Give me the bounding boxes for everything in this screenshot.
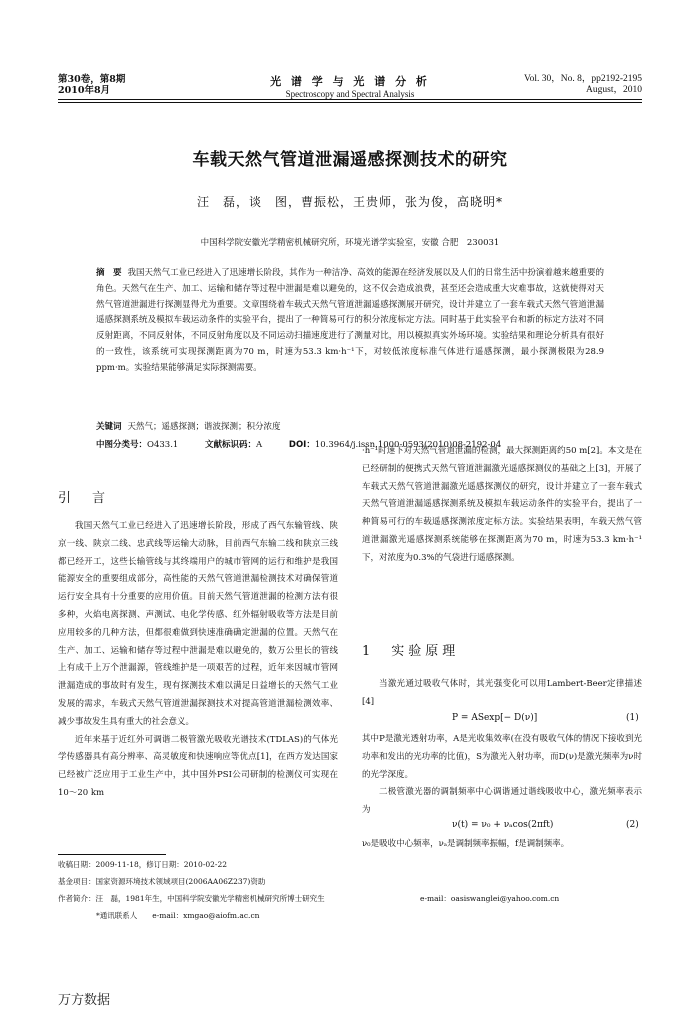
footnote-author: 作者简介：汪 磊，1981年生，中国科学院安徽光学精密机械研究所博士研究生	[58, 894, 325, 903]
equation-2-number: (2)	[626, 820, 639, 830]
affiliation: 中国科学院安徽光学精密机械研究所，环境光谱学实验室，安徽 合肥 230031	[200, 238, 500, 248]
section-1-heading: 1 实验原理	[362, 644, 460, 659]
journal-date-en: August，2010	[586, 85, 642, 95]
header-rule	[58, 99, 642, 100]
journal-name-cn: 光 谱 学 与 光 谱 分 析	[270, 75, 430, 88]
paper-title: 车载天然气管道泄漏遥感探测技术的研究	[192, 150, 508, 170]
footnote-fund: 基金项目：国家资源环境技术领域项目(2006AA06Z237)资助	[58, 877, 266, 886]
keywords-label: 关键词	[96, 422, 122, 432]
footnote-corresponding: *通讯联系人 e-mail：xmgao@aiofm.ac.cn	[96, 911, 260, 920]
lambert-beer-text: 当激光通过吸收气体时，其光强变化可以用Lambert-Beer定律描述[4]	[362, 679, 642, 707]
footnote-rule	[58, 854, 166, 855]
author-list: 汪 磊，谈 图，曹振松，王贵师，张为俊，高晓明*	[196, 195, 503, 209]
equation-1-explanation: 其中P是激光透射功率，A是光收集效率(在没有吸收气体的情况下接收到光功率和发出的光功率的比值)，S为激光入射功率，而D(ν)是激光频率为ν时的光学深度。	[362, 734, 642, 780]
footnote-received: 收稿日期：2009-11-18，修订日期：2010-02-22	[58, 860, 227, 869]
watermark: 万方数据	[58, 993, 111, 1008]
journal-pages: Vol. 30，No. 8，pp2192-2195	[523, 74, 642, 84]
equation-1-number: (1)	[626, 713, 639, 723]
clc-value: O433.1	[147, 440, 179, 450]
journal-name-en: Spectroscopy and Spectral Analysis	[285, 89, 415, 99]
equation-1: P = ASexp[− D(ν)]	[452, 713, 538, 723]
intro-continuation: ·h⁻¹时速下对天然气管道泄漏的检测，最大探测距离约50 m[2]。本文是在已经研制的便携式天然气管道泄漏激光遥感探测仪的基础之上[3]，开展了车载式天然气管道泄漏激光遥感探测仪的研究，设计并建立了一套车载式天然气管道泄漏遥感探测系统及模拟车载运动条件的实验平台，提出了一种简易可行的车载遥感探测浓度定标方法。实验结果表明，车载天然气管道泄漏激光遥感探测系统能够在探测距离为70 m，时速为53.3 km·h⁻¹下，对浓度为0.3%的气袋进行遥感探测。	[362, 446, 642, 563]
journal-name	[210, 73, 490, 99]
header-rule-thin	[58, 102, 642, 103]
clc-label: 中图分类号：	[96, 440, 148, 450]
intro-paragraph-1: 我国天然气工业已经进入了迅速增长阶段，形成了西气东输管线、陕京一线、陕京二线、忠武线等运输大动脉，目前西气东输二线和陕京三线都已经开工，这些长输管线与其终端用户的城市管网的运行和维护是我国能源安全的重要组成部分，高性能的天然气管道泄漏检测技术对确保管道运行安全具有十分重要的应用价值。目前天然气管道泄漏的检测方法有很多种，火焰电离探测、声测试、电化学传感、红外辐射吸收等方法是目前应用较多的几种方法，但都很难做到快速准确确定泄漏的位置。天然气在生产、加工、运输和储存等过程中泄漏是难以避免的，数万公里长的管线上有成千上万个泄漏源，管线维护是一项艰苦的过程，近年来因城市管网泄漏造成的事故时有发生，现有探测技术难以满足日益增长的天然气工业发展的需求，车载式天然气管道泄漏探测技术对提高管道泄漏检测效率、减少事故发生具有重大的社会意义。	[58, 521, 338, 727]
doi-label: DOI：	[288, 440, 315, 450]
section-1-para-1	[362, 676, 642, 712]
doi-value: 10.3964/j.issn.1000-0593(2010)08-2192-04	[314, 440, 502, 450]
journal-issue	[58, 74, 125, 96]
equation-2: ν(t) = ν₀ + νₐcos(2πft)	[452, 820, 554, 830]
abstract	[96, 266, 604, 377]
section-1-para-2	[362, 731, 642, 820]
equation-2-explanation: ν₀是吸收中心频率，νₐ是调制频率振幅，f是调制频率。	[362, 839, 570, 849]
abstract-label: 摘 要	[96, 268, 122, 278]
journal-volume: 第30卷，第8期	[58, 74, 126, 85]
left-column	[58, 518, 338, 803]
doc-code-value: A	[256, 440, 263, 450]
intro-paragraph-2: 近年来基于近红外可调谐二极管激光吸收光谱技术(TDLAS)的气体光学传感器具有高分辨率、高灵敏度和快速响应等优点[1]，在西方发达国家已经被广泛应用于工业生产中，其中国外PSI公司研制的检测仪可实现在10～20 km	[58, 734, 338, 798]
journal-date: 2010年8月	[58, 85, 111, 96]
modulation-text: 二极管激光器的调制频率中心调谐通过谐线吸收中心，激光频率表示为	[362, 787, 642, 816]
footnote-author-email: e-mail：oasiswanglei@yahoo.com.cn	[420, 894, 560, 903]
keywords	[96, 420, 604, 432]
journal-issue-en	[524, 74, 642, 96]
section-1-para-3	[362, 836, 642, 854]
keywords-text: 天然气；遥感探测；谐波探测；积分浓度	[127, 422, 281, 432]
abstract-text: 我国天然气工业已经进入了迅速增长阶段，其作为一种洁净、高效的能源在经济发展以及人们的日常生活中扮演着越来越重要的角色。天然气在生产、加工、运输和储存等过程中泄漏是难以避免的，这不仅会造成浪费，甚至还会造成重大灾难事故，这就使得对天然气管道泄漏进行探测显得尤为重要。文章围绕着车载式天然气管道泄漏遥感探测展开研究，设计并建立了一套车载式天然气管道泄漏遥感探测系统及模拟车载运动条件的实验平台，提出了一种简易可行的积分浓度标定方法。同时基于此实验平台和新的标定方法对不同反射距离，不同反射体，不同反射角度以及不同运动扫描速度进行了测量对比，用以模拟真实外场环境。实验结果和理论分析具有很好的一致性，该系统可实现探测距离为70 m，时速为53.3 km·h⁻¹下，对较低浓度标准气体进行遥感探测，最小探测极限为28.9 ppm·m。实验结果能够满足实际探测需要。	[96, 268, 604, 373]
right-column-top	[362, 443, 642, 568]
doc-code-label: 文献标识码：	[205, 440, 257, 450]
intro-heading: 引 言	[58, 491, 110, 506]
